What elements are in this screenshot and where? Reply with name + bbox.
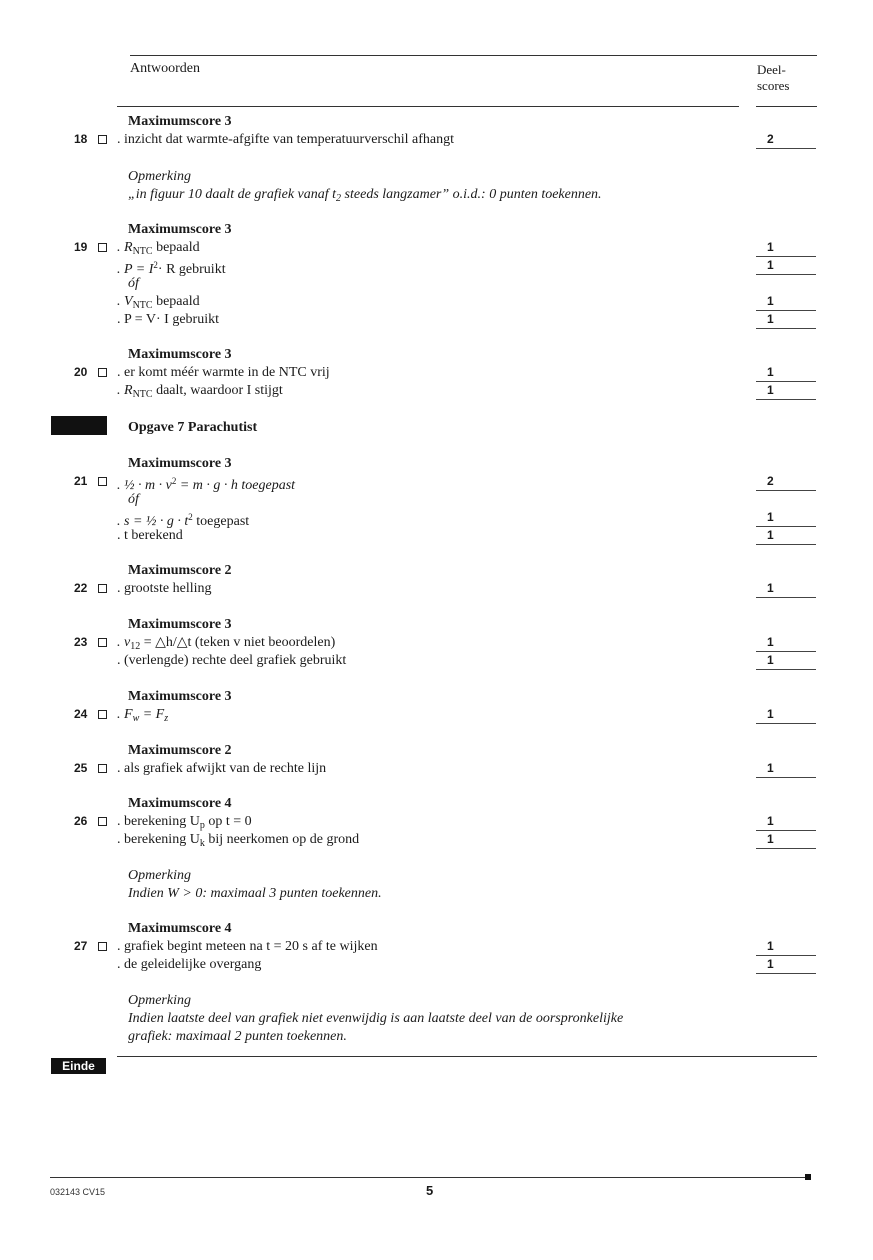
einde-badge: Einde bbox=[51, 1058, 106, 1074]
q24-maxscore: Maximumscore 3 bbox=[128, 689, 232, 704]
q21-checkbox[interactable] bbox=[98, 477, 107, 486]
q27-line1: . grafiek begint meteen na t = 20 s af te wijken bbox=[117, 939, 378, 954]
q19-line2: . $P = I^2\cdot R$ gebruikt bbox=[117, 260, 226, 277]
q18-line1: . inzicht dat warmte-afgifte van temperatuurverschil afhangt bbox=[117, 132, 455, 147]
q27-score2: 1 bbox=[756, 956, 816, 974]
q19-maxscore: Maximumscore 3 bbox=[128, 222, 232, 237]
q21-line3: . t berekend bbox=[117, 528, 183, 543]
q18-opmerking-label: Opmerking bbox=[128, 169, 191, 184]
q23-number: 23 bbox=[74, 635, 88, 649]
q26-maxscore: Maximumscore 4 bbox=[128, 796, 232, 811]
q21-maxscore: Maximumscore 3 bbox=[128, 456, 232, 471]
q18-number: 18 bbox=[74, 132, 88, 146]
q24-line1: . $F_w = F_z$ bbox=[117, 707, 169, 724]
q27-opmerking-line2: grafiek: maximaal 2 punten toekennen. bbox=[128, 1029, 347, 1044]
q25-number: 25 bbox=[74, 761, 88, 775]
q18-maxscore: Maximumscore 3 bbox=[128, 114, 232, 129]
q23-checkbox[interactable] bbox=[98, 638, 107, 647]
q20-checkbox[interactable] bbox=[98, 368, 107, 377]
q25-score1: 1 bbox=[756, 760, 816, 778]
header-rule-left bbox=[117, 106, 739, 107]
footer-code: 032143 CV15 bbox=[50, 1187, 106, 1197]
q22-number: 22 bbox=[74, 581, 88, 595]
q26-score1: 1 bbox=[756, 813, 816, 831]
q18-score1: 2 bbox=[756, 131, 816, 149]
q23-line1: . $v_{12}$ = △h/△t (teken v niet beoordelen) bbox=[117, 635, 336, 652]
q24-score1: 1 bbox=[756, 706, 816, 724]
q27-score1: 1 bbox=[756, 938, 816, 956]
q24-number: 24 bbox=[74, 707, 88, 721]
q19-line1: . $R_{NTC}$ bepaald bbox=[117, 240, 200, 257]
q21-score1: 2 bbox=[756, 473, 816, 491]
q26-checkbox[interactable] bbox=[98, 817, 107, 826]
q26-line1: . berekening $U_p$ op t = 0 bbox=[117, 814, 252, 831]
q27-number: 27 bbox=[74, 939, 88, 953]
q27-opmerking-label: Opmerking bbox=[128, 993, 191, 1008]
q26-score2: 1 bbox=[756, 831, 816, 849]
q26-opmerking-label: Opmerking bbox=[128, 868, 191, 883]
q27-opmerking-line1: Indien laatste deel van grafiek niet evenwijdig is aan laatste deel van de oorspronkelijke bbox=[128, 1011, 624, 1026]
q20-number: 20 bbox=[74, 365, 88, 379]
q21-number: 21 bbox=[74, 474, 88, 488]
q27-line2: . de geleidelijke overgang bbox=[117, 957, 262, 972]
q21-line2: . s = ½ · $g \cdot t^2$ toegepast bbox=[117, 512, 250, 529]
q22-score1: 1 bbox=[756, 580, 816, 598]
q26-number: 26 bbox=[74, 814, 88, 828]
section-marker-bar bbox=[51, 416, 107, 435]
q21-score3: 1 bbox=[756, 527, 816, 545]
q19-score3: 1 bbox=[756, 293, 816, 311]
q21-score2: 1 bbox=[756, 509, 816, 527]
q19-line3: . $V_{NTC}$ bepaald bbox=[117, 294, 200, 311]
footer-rule bbox=[50, 1177, 810, 1178]
q18-checkbox[interactable] bbox=[98, 135, 107, 144]
q19-score1: 1 bbox=[756, 239, 816, 257]
top-rule bbox=[130, 55, 817, 56]
q23-score1: 1 bbox=[756, 634, 816, 652]
q22-maxscore: Maximumscore 2 bbox=[128, 563, 232, 578]
header-rule-right bbox=[756, 106, 817, 107]
q20-line1: . er komt méér warmte in de NTC vrij bbox=[117, 365, 330, 380]
q18-opmerking-text: „in figuur 10 daalt de grafiek vanaf $t_2$ steeds langzamer” o.i.d.: 0 punten toekennen. bbox=[128, 187, 602, 204]
q21-line1: . ½ · $m \cdot v^2 = m \cdot g \cdot h$ toegepast bbox=[117, 476, 296, 493]
footer-marker bbox=[805, 1174, 811, 1180]
q20-maxscore: Maximumscore 3 bbox=[128, 347, 232, 362]
q19-score2: 1 bbox=[756, 257, 816, 275]
q19-score4: 1 bbox=[756, 311, 816, 329]
q23-maxscore: Maximumscore 3 bbox=[128, 617, 232, 632]
q27-maxscore: Maximumscore 4 bbox=[128, 921, 232, 936]
q25-checkbox[interactable] bbox=[98, 764, 107, 773]
end-rule bbox=[117, 1056, 817, 1057]
q23-line2: . (verlengde) rechte deel grafiek gebruikt bbox=[117, 653, 347, 668]
page-number: 5 bbox=[426, 1183, 434, 1198]
q20-score2: 1 bbox=[756, 382, 816, 400]
q26-opmerking-text: Indien W > 0: maximaal 3 punten toekennen. bbox=[128, 886, 382, 901]
q22-line1: . grootste helling bbox=[117, 581, 212, 596]
q21-of: óf bbox=[128, 492, 139, 507]
q19-line4: . P = V· I gebruikt bbox=[117, 312, 219, 327]
q22-checkbox[interactable] bbox=[98, 584, 107, 593]
section-title: Opgave 7 Parachutist bbox=[128, 420, 258, 435]
q20-line2: . $R_{NTC}$ daalt, waardoor I stijgt bbox=[117, 383, 283, 400]
q26-line2: . berekening $U_k$ bij neerkomen op de grond bbox=[117, 832, 360, 849]
q27-checkbox[interactable] bbox=[98, 942, 107, 951]
header-title: Antwoorden bbox=[130, 61, 200, 76]
q19-checkbox[interactable] bbox=[98, 243, 107, 252]
header-score-label: Deel- scores bbox=[757, 62, 790, 93]
q25-line1: . als grafiek afwijkt van de rechte lijn bbox=[117, 761, 327, 776]
q19-of: óf bbox=[128, 276, 139, 291]
q23-score2: 1 bbox=[756, 652, 816, 670]
q24-checkbox[interactable] bbox=[98, 710, 107, 719]
q20-score1: 1 bbox=[756, 364, 816, 382]
q19-number: 19 bbox=[74, 240, 88, 254]
q25-maxscore: Maximumscore 2 bbox=[128, 743, 232, 758]
